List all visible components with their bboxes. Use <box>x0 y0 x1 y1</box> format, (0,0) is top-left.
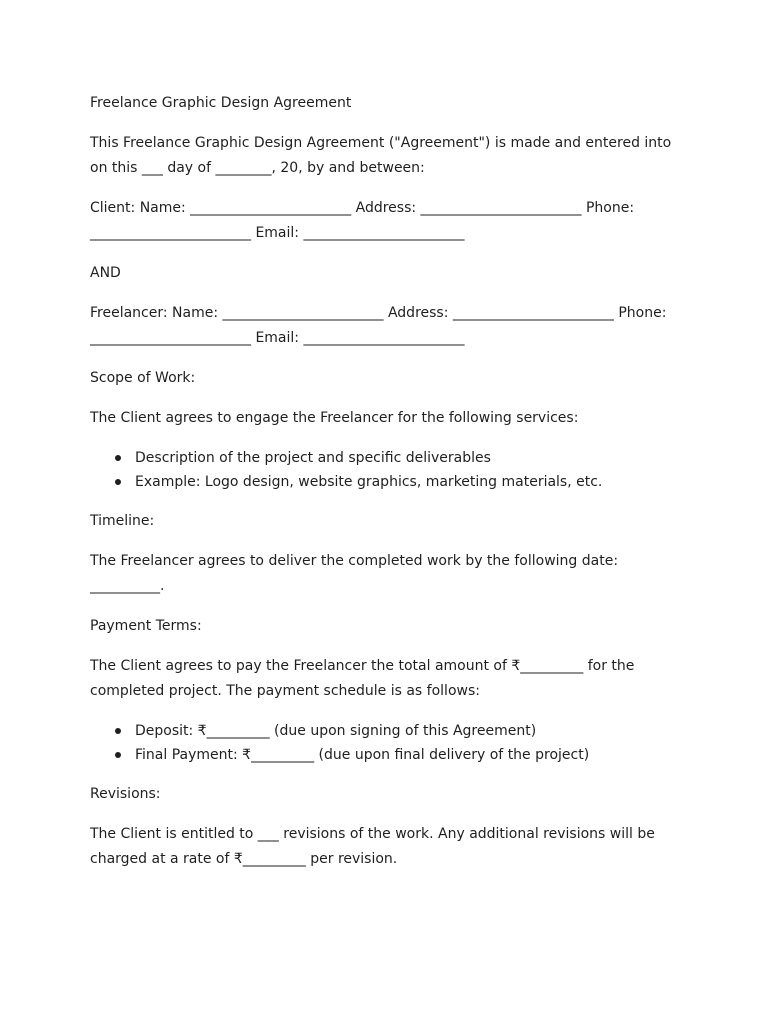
payment-heading: Payment Terms: <box>90 618 202 634</box>
list-item-text: Description of the project and specific deliverables <box>135 450 491 466</box>
bullet-icon <box>115 455 121 461</box>
payment-list <box>90 719 678 767</box>
bullet-icon <box>115 752 121 758</box>
list-item <box>90 446 678 470</box>
list-item-text: Example: Logo design, website graphics, marketing materials, etc. <box>135 474 603 490</box>
list-item-text: Deposit: ₹_________ (due upon signing of this Agreement) <box>135 723 537 739</box>
bullet-icon <box>115 479 121 485</box>
timeline-heading: Timeline: <box>90 513 155 529</box>
list-item <box>90 743 678 767</box>
scope-list <box>90 446 678 494</box>
list-item <box>90 470 678 494</box>
list-item-text: Final Payment: ₹_________ (due upon final delivery of the project) <box>135 747 590 763</box>
and-separator: AND <box>90 265 121 281</box>
timeline-text: The Freelancer agrees to deliver the completed work by the following date: __________. <box>90 553 623 594</box>
revisions-text: The Client is entitled to ___ revisions of the work. Any additional revisions will be charged at a rate of ₹_________ per revision. <box>90 826 660 867</box>
freelancer-details: Freelancer: Name: _______________________ Address: _______________________ Phone: _______________________ Email: _______________________ <box>90 305 671 346</box>
client-details: Client: Name: _______________________ Address: _______________________ Phone: _______________________ Email: _______________________ <box>90 200 639 241</box>
payment-text: The Client agrees to pay the Freelancer the total amount of ₹_________ for the completed project. The payment schedule is as follows: <box>90 658 639 699</box>
scope-text: The Client agrees to engage the Freelancer for the following services: <box>90 410 579 426</box>
document-title: Freelance Graphic Design Agreement <box>90 95 352 111</box>
revisions-heading: Revisions: <box>90 786 161 802</box>
intro-paragraph: This Freelance Graphic Design Agreement ("Agreement") is made and entered into on this ___ day of ________, 20, by and between: <box>90 135 676 176</box>
list-item <box>90 719 678 743</box>
scope-heading: Scope of Work: <box>90 370 196 386</box>
bullet-icon <box>115 728 121 734</box>
